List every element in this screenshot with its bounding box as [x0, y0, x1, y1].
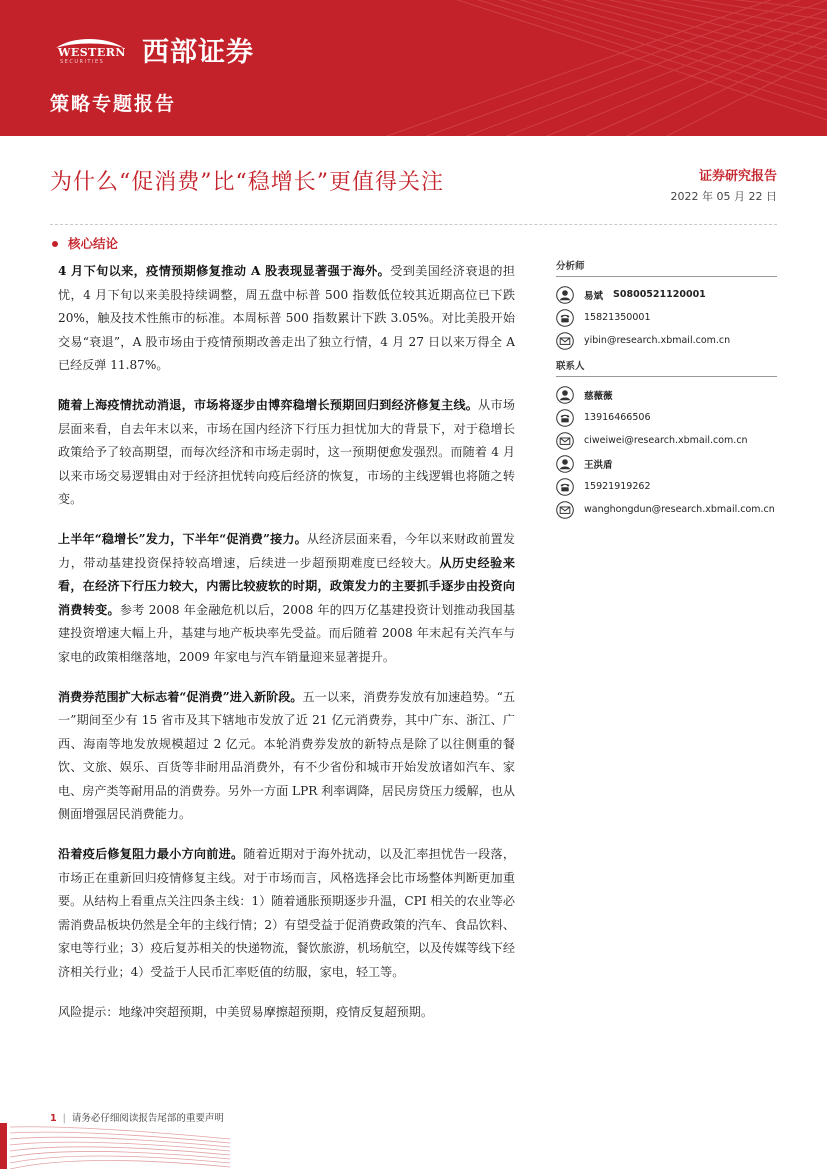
contact-name-row [556, 452, 777, 475]
person-icon [556, 386, 574, 404]
header-pattern [267, 0, 827, 136]
paragraph [58, 260, 515, 378]
contact-email[interactable]: wanghongdun@research.xbmail.com.cn [584, 504, 775, 515]
footer-note: 请务必仔细阅读报告尾部的重要声明 [71, 1113, 224, 1124]
analyst-sidebar [556, 258, 777, 521]
contact-email-row [556, 429, 777, 452]
paragraph-lead: 4 月下旬以来，疫情预期修复推动 A 股表现显著强于海外。 [58, 264, 391, 278]
core-conclusion-heading [52, 234, 118, 252]
risk-warning: 风险提示：地缘冲突超预期，中美贸易摩擦超预期，疫情反复超预期。 [58, 1004, 433, 1019]
paragraph-lead: 上半年“稳增长”发力，下半年“促消费”接力。 [58, 531, 307, 546]
paragraph-lead: 随着上海疫情扰动消退，市场将逐步由博弈稳增长预期回归到经济修复主线。 [58, 397, 479, 412]
footer [50, 1110, 224, 1124]
analyst-email[interactable]: yibin@research.xbmail.com.cn [584, 335, 731, 346]
footer-pattern [0, 1123, 240, 1169]
contact-email-row [556, 498, 777, 521]
header-banner [0, 0, 827, 136]
logo-english: WESTERN [58, 46, 126, 59]
paragraph [58, 394, 515, 512]
paragraph-text: 五一以来，消费券发放有加速趋势。“五一”期间至少有 15 省市及其下辖地市发放了近 21 亿元消费券，其中广东、浙江、广西、海南等地发放规模超过 2 亿元。本轮消费券发放的新特点是除了以往侧重的餐饮、文旅、娱乐、百货等非耐用品消费外，有不少省份和城市开始发放诸如汽车、家电、房产类等耐用品的消费券。另外一方面 LPR 利率调降，居民房贷压力缓解，也从侧面增强居民消费能力。 [58, 689, 516, 822]
email-icon [556, 332, 574, 350]
report-date: 2022 年 05 月 22 日 [670, 190, 777, 203]
main-body [58, 260, 515, 1040]
phone-icon [556, 478, 574, 496]
analyst-email-row [556, 329, 777, 352]
paragraph-emphasis: 从历史经验来看，在经济下行压力较大，内需比较疲软的时期，政策发力的主要抓手逐步由投资向消费转变。 [58, 555, 515, 617]
logo-chinese: 西部证券 [142, 37, 254, 68]
report-type: 策略专题报告 [50, 93, 177, 115]
paragraph-text: 受到美国经济衰退的担忧，4 月下旬以来美股持续调整，周五盘中标普 500 指数低位较其近期高位已下跌 20%，触及技术性熊市的标准。本周标普 500 指数累计下跌 3.05%。对比美股开始交易“衰退”，A 股市场由于疫情预期改善走出了独立行情，4 月 27 日以来万得全 A 已经反弹 11.87%。 [58, 264, 515, 373]
phone-icon [556, 409, 574, 427]
contact-phone-row [556, 475, 777, 498]
contact-name: 王洪盾 [584, 459, 613, 471]
divider [50, 224, 777, 225]
analyst-phone: 15821350001 [584, 312, 651, 323]
paragraph [58, 843, 515, 985]
analyst-name-row [556, 283, 777, 306]
logo-subtitle: SECURITIES [60, 59, 105, 65]
page-number: 1 [50, 1113, 57, 1124]
person-icon [556, 286, 574, 304]
paragraph-text: 从经济层面来看，今年以来财政前置发力，带动基建投资保持较高增速，后续进一步超预期难度已经较大。 [58, 531, 515, 570]
contact-phone: 15921919262 [584, 481, 651, 492]
contact-phone-row [556, 406, 777, 429]
contact-phone: 13916466506 [584, 412, 651, 423]
person-icon [556, 455, 574, 473]
contact-name-row [556, 383, 777, 406]
contacts-label: 联系人 [556, 358, 777, 377]
paragraph-text: 从市场层面来看，自去年末以来，市场在国内经济下行压力担忧加大的背景下，对于稳增长政策给予了较高期望，而每次经济和市场走弱时，这一预期便愈发强烈。而随着 4 月以来市场交易逻辑由对于经济担忧转向疫后经济的恢复，市场的主线逻辑也将随之转变。 [58, 397, 515, 507]
paragraph [58, 686, 515, 828]
phone-icon [556, 309, 574, 327]
analyst-name: 易斌 [584, 290, 604, 302]
paragraph-lead: 沿着疫后修复阻力最小方向前进。 [58, 847, 244, 862]
bullet-icon [52, 241, 58, 247]
contact-email[interactable]: ciweiwei@research.xbmail.com.cn [584, 435, 748, 446]
analyst-phone-row [556, 306, 777, 329]
email-icon [556, 432, 574, 450]
footer-separator: | [62, 1113, 66, 1124]
document-kind: 证券研究报告 [698, 169, 777, 184]
contact-name: 慈薇薇 [584, 390, 613, 402]
core-heading-text: 核心结论 [68, 236, 119, 251]
email-icon [556, 501, 574, 519]
paragraph-text: 参考 2008 年金融危机以后，2008 年的四万亿基建投资计划推动我国基建投资增速大幅上升，基建与地产板块率先受益。而后随着 2008 年末起有关汽车与家电的政策相继落地，2009 年家电与汽车销量迎来显著提升。 [58, 602, 515, 664]
analyst-label: 分析师 [556, 258, 777, 277]
report-title: 为什么“促消费”比“稳增长”更值得关注 [50, 170, 444, 195]
paragraph [58, 528, 515, 670]
paragraph-lead: 消费券范围扩大标志着“促消费”进入新阶段。 [58, 689, 303, 704]
paragraph-text: 随着近期对于海外扰动，以及汇率担忧告一段落，市场正在重新回归疫情修复主线。对于市场而言，风格选择会比市场整体判断更加重要。从结构上看重点关注四条主线：1）随着通胀预期逐步升温，CPI 相关的农业等必需消费品板块仍然是全年的主线行情；2）有望受益于促消费政策的汽车、食品饮料、家电等行业；3）疫后复苏相关的快递物流，餐饮旅游，机场航空，以及传媒等线下经济相关行业；4）受益于人民币汇率贬值的纺服，家电，轻工等。 [58, 847, 515, 980]
analyst-cert: S0800521120001 [613, 289, 706, 300]
